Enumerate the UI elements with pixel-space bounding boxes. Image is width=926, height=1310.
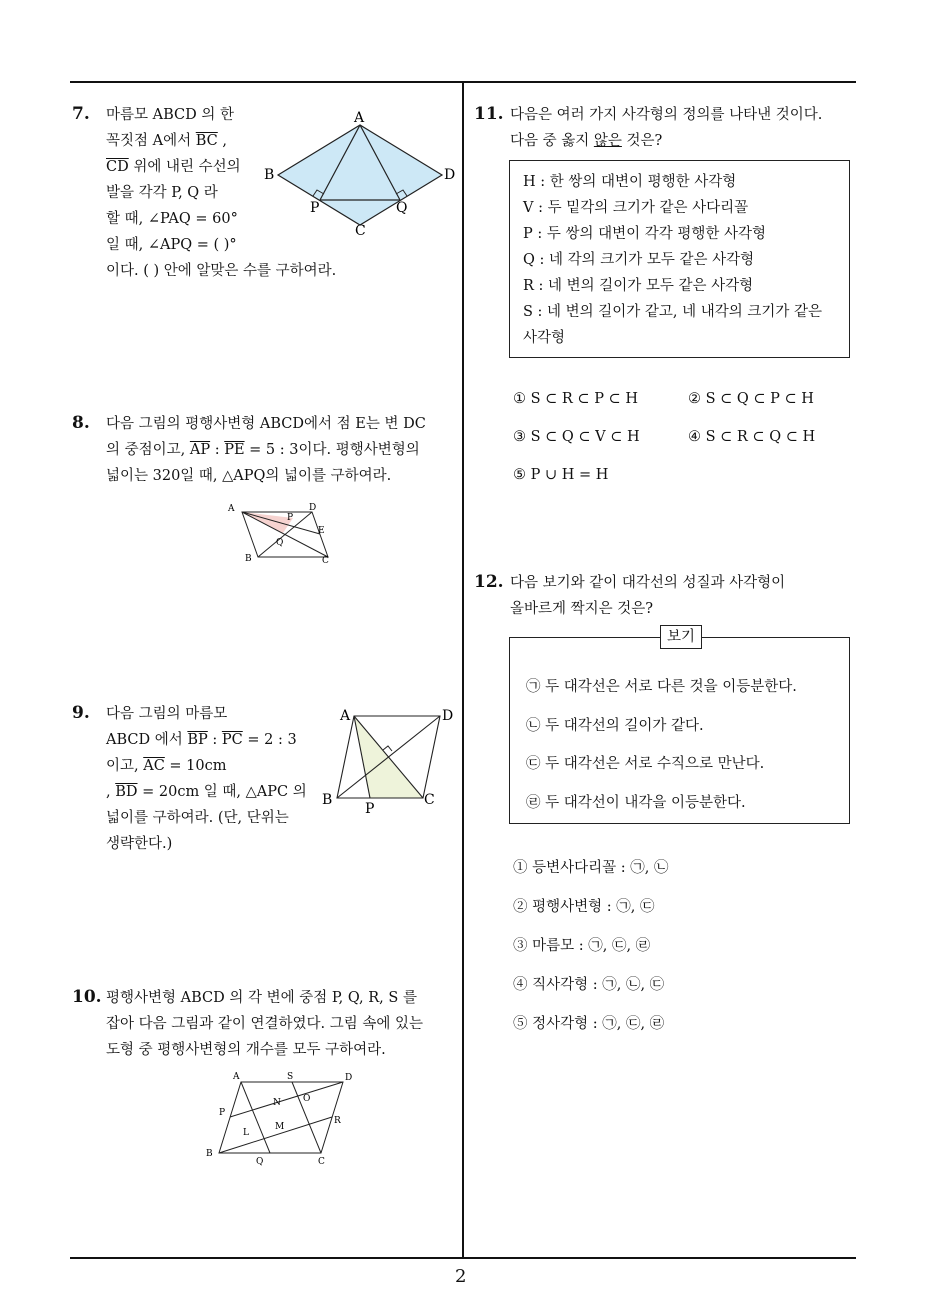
- label-c: C: [318, 1157, 325, 1166]
- q12-option-1[interactable]: ① 등변사다리꼴 : ㉠, ㉡: [513, 860, 669, 876]
- segment-bc: $\overline{BC}$: [195, 133, 218, 149]
- property-3: ㉢ 두 대각선은 서로 수직으로 만난다.: [526, 756, 765, 772]
- segment-pc: $\overline{PC}$: [221, 732, 243, 748]
- label-c: C: [424, 792, 435, 808]
- question-8-text: 다음 그림의 평행사변형 ABCD에서 점 E는 변 DC 의 중점이고, $\overline{AP}$ : $\overline{PE} = 5$ : 3이다. 평행사변형의 넓이는 320일 때, △APQ의 넓이를 구하여라.: [106, 416, 426, 484]
- question-11-number: 11.: [474, 104, 504, 124]
- question-10-text: 평행사변형 ABCD 의 각 변에 중점 P, Q, R, S 를 잡아 다음 그림과 같이 연결하였다. 그림 속에 있는 도형 중 평행사변형의 개수를 모두 구하여라.: [106, 990, 424, 1058]
- question-8-number: 8.: [72, 413, 90, 433]
- q12-option-5[interactable]: ⑤ 정사각형 : ㉠, ㉢, ㉣: [513, 1016, 665, 1032]
- q11-option-2[interactable]: ② S ⊂ Q ⊂ P ⊂ H: [688, 391, 814, 407]
- q11-option-4[interactable]: ④ S ⊂ R ⊂ Q ⊂ H: [688, 429, 816, 445]
- label-a: A: [228, 504, 235, 514]
- label-d: D: [444, 167, 456, 183]
- question-9-text: 다음 그림의 마름모 ABCD 에서 $\overline{BP}$ : $\overline{PC} = 2$ : 3 이고, $\overline{AC} = 10cm$ , $\overline{BD} = 20cm$ 일 때, △APC 의 넓이를 구하여라. (단, 단위는 생략한다.): [106, 706, 307, 852]
- label-b: B: [245, 554, 252, 564]
- label-c: C: [322, 556, 329, 566]
- page-number: 2: [455, 1266, 467, 1287]
- rhombus-abcd: [278, 125, 442, 225]
- q12-option-3[interactable]: ③ 마름모 : ㉠, ㉢, ㉣: [513, 938, 651, 954]
- q8-parallelogram-figure: [225, 500, 345, 566]
- q7-line: 이다. ( ) 안에 알맞은 수를 구하여라.: [106, 263, 337, 279]
- label-r: R: [334, 1116, 341, 1126]
- label-p: P: [310, 200, 320, 216]
- q7-rhombus-figure: [260, 108, 460, 238]
- label-e: E: [318, 526, 325, 536]
- label-a: A: [354, 110, 365, 126]
- label-b: B: [206, 1149, 213, 1159]
- label-p: P: [365, 801, 375, 817]
- emphasis-not: 않은: [593, 133, 622, 149]
- q7-line: 할 때, ∠PAQ = 60°: [106, 211, 238, 227]
- label-o: O: [303, 1094, 311, 1104]
- definition-s: S : 네 변의 길이가 같고, 네 내각의 크기가 같은: [523, 304, 823, 320]
- q7-line: 마름모 ABCD 의 한: [106, 107, 234, 123]
- bottom-rule: [70, 1257, 856, 1259]
- q9-rhombus-figure: [318, 702, 463, 817]
- q11-definition-box: [509, 160, 850, 358]
- q12-example-box: [509, 629, 850, 824]
- box-title: 보기: [660, 625, 702, 649]
- q11-option-3[interactable]: ③ S ⊂ Q ⊂ V ⊂ H: [513, 429, 640, 445]
- label-q: Q: [276, 538, 284, 548]
- question-10-number: 10.: [72, 987, 102, 1007]
- definition-p: P : 두 쌍의 대변이 각각 평행한 사각형: [523, 226, 767, 242]
- q10-parallelogram-figure: [203, 1068, 363, 1166]
- property-2: ㉡ 두 대각선의 길이가 같다.: [526, 717, 704, 734]
- q7-line: $\overline{CD}$ 위에 내린 수선의: [106, 159, 241, 175]
- definition-v: V : 두 밑각의 크기가 같은 사다리꼴: [523, 200, 749, 216]
- question-7-number: 7.: [72, 104, 90, 124]
- q7-line: 일 때, ∠APQ = ( )°: [106, 237, 237, 253]
- label-q: Q: [256, 1157, 264, 1166]
- question-11-text: 다음은 여러 가지 사각형의 정의를 나타낸 것이다. 다음 중 옳지 않은 것은?: [510, 107, 823, 149]
- q7-line: 꼭짓점 A에서 $\overline{BC}$ ,: [106, 133, 227, 149]
- label-s: S: [287, 1072, 294, 1082]
- question-12-number: 12.: [474, 572, 504, 592]
- definition-h: H : 한 쌍의 대변이 평행한 사각형: [523, 174, 737, 190]
- q12-option-2[interactable]: ② 평행사변형 : ㉠, ㉢: [513, 899, 655, 915]
- definition-r: R : 네 변의 길이가 모두 같은 사각형: [523, 278, 754, 294]
- label-m: M: [275, 1122, 285, 1132]
- q12-option-4[interactable]: ④ 직사각형 : ㉠, ㉡, ㉢: [513, 977, 665, 993]
- segment-bd: $\overline{BD}$: [115, 784, 138, 800]
- segment-ac: $\overline{AC}$: [143, 758, 165, 774]
- label-p: P: [287, 513, 294, 523]
- label-d: D: [309, 503, 317, 513]
- property-4: ㉣ 두 대각선이 내각을 이등분한다.: [526, 794, 746, 811]
- label-b: B: [322, 792, 333, 808]
- label-n: N: [273, 1098, 281, 1108]
- q7-line: 발을 각각 P, Q 라: [106, 185, 218, 201]
- label-q: Q: [396, 200, 408, 216]
- definition-q: Q : 네 각의 크기가 모두 같은 사각형: [523, 252, 755, 268]
- segment-ap: $\overline{AP}$: [189, 442, 211, 458]
- triangle-apq: [242, 512, 293, 533]
- label-l: L: [243, 1128, 249, 1138]
- q11-option-1[interactable]: ① S ⊂ R ⊂ P ⊂ H: [513, 391, 638, 407]
- segment-cd: $\overline{CD}$: [106, 159, 129, 175]
- question-9-number: 9.: [72, 703, 90, 723]
- label-b: B: [264, 167, 275, 183]
- label-p: P: [219, 1108, 226, 1118]
- label-a: A: [233, 1072, 240, 1082]
- label-d: D: [345, 1073, 353, 1083]
- segment-bp: $\overline{BP}$: [187, 732, 208, 748]
- label-d: D: [442, 708, 454, 724]
- question-12-text: 다음 보기와 같이 대각선의 성질과 사각형이 올바르게 짝지은 것은?: [510, 575, 786, 617]
- label-a: A: [340, 708, 351, 724]
- definition-s-cont: 사각형: [523, 330, 566, 346]
- segment-pe: $\overline{PE}$: [224, 442, 245, 458]
- q11-option-5[interactable]: ⑤ P ∪ H = H: [513, 467, 609, 483]
- column-divider: [462, 82, 464, 1258]
- label-c: C: [355, 223, 366, 238]
- property-1: ㉠ 두 대각선은 서로 다른 것을 이등분한다.: [526, 679, 797, 695]
